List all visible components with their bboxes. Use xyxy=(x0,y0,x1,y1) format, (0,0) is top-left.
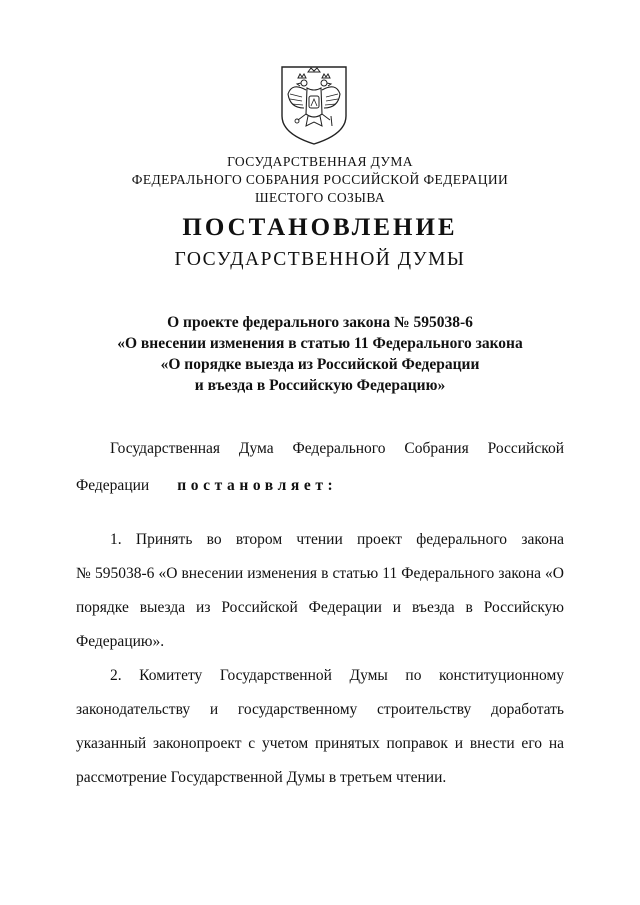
preamble-line-2 xyxy=(76,477,337,495)
document-subtitle: ГОСУДАРСТВЕННОЙ ДУМЫ xyxy=(174,249,466,270)
bill-title-line-4: и въезда в Российскую Федерацию» xyxy=(194,377,446,394)
item-2-line-3: указанный законопроект с учетом принятых поправок и внести его на xyxy=(76,735,564,752)
resolves-word: постановляет: xyxy=(177,477,338,494)
header-line-assembly: ФЕДЕРАЛЬНОГО СОБРАНИЯ РОССИЙСКОЙ ФЕДЕРАЦИИ xyxy=(131,172,509,187)
item-2-line-2: законодательству и государственному строительству доработать xyxy=(76,701,564,718)
coat-of-arms-emblem xyxy=(276,64,352,146)
bill-title-line-1: О проекте федерального закона № 595038-6 xyxy=(167,314,473,331)
item-2-line-4: рассмотрение Государственной Думы в третьем чтении. xyxy=(76,769,447,786)
header-line-duma: ГОСУДАРСТВЕННАЯ ДУМА xyxy=(227,154,413,169)
item-1-line-3: порядке выезда из Российской Федерации и въезда в Российскую xyxy=(76,599,564,616)
preamble-line-1: Государственная Дума Федерального Собрания Российской xyxy=(110,440,564,457)
preamble-federation-word: Федерации xyxy=(76,477,150,494)
item-1-line-1: 1. Принять во втором чтении проект федерального закона xyxy=(110,531,564,548)
item-1-line-2: № 595038-6 «О внесении изменения в статью 11 Федерального закона «О xyxy=(76,565,564,582)
header-line-convocation: ШЕСТОГО СОЗЫВА xyxy=(254,190,386,205)
item-2-line-1: 2. Комитету Государственной Думы по конституционному xyxy=(110,667,564,684)
bill-title-line-3: «О порядке выезда из Российской Федерации xyxy=(160,356,480,373)
bill-title-line-2: «О внесении изменения в статью 11 Федерального закона xyxy=(117,335,523,352)
item-1-line-4: Федерацию». xyxy=(76,633,165,650)
document-title: ПОСТАНОВЛЕНИЕ xyxy=(182,214,458,241)
